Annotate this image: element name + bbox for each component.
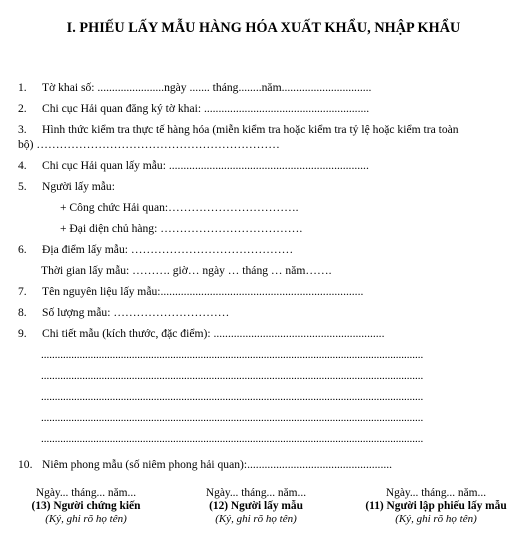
- signature-date: Ngày... tháng... năm...: [35, 487, 137, 499]
- form-title: I. PHIẾU LẤY MẪU HÀNG HÓA XUẤT KHẨU, NHẬP KHẨU: [66, 20, 461, 36]
- detail-line: ...........................................................................................................................................: [41, 370, 424, 382]
- item-text: Địa điểm lấy mẫu: ……………………………………: [42, 243, 294, 256]
- detail-line: ...........................................................................................................................................: [41, 349, 424, 361]
- item-3-continuation: bộ) ………………………………………………………: [18, 138, 280, 151]
- item-text: Chi cục Hải quan lấy mẫu: .....................................................................: [42, 159, 369, 172]
- signature-preparer: [348, 487, 524, 526]
- item-text: Chi cục Hải quan đăng ký tờ khai: .........................................................: [42, 102, 370, 115]
- signature-note: (Ký, ghi rõ họ tên): [395, 513, 477, 526]
- item-number: 9.: [18, 327, 27, 340]
- signature-note: (Ký, ghi rõ họ tên): [45, 513, 127, 526]
- signature-role: (12) Người lấy mẫu: [209, 500, 303, 513]
- item-3: [18, 123, 459, 136]
- detail-line: ...........................................................................................................................................: [41, 433, 424, 445]
- item-text: Số lượng mẫu: …………………………: [42, 306, 230, 319]
- item-5a: + Công chức Hải quan:…………………………….: [60, 201, 299, 214]
- item-8: [18, 306, 229, 319]
- item-number: 3.: [18, 123, 27, 136]
- item-10: [18, 458, 392, 471]
- item-5b: + Đại diện chủ hàng: ……………………………….: [60, 222, 303, 235]
- item-number: 8.: [18, 306, 27, 319]
- item-number: 6.: [18, 243, 27, 256]
- item-number: 1.: [18, 81, 27, 94]
- item-6: [18, 243, 293, 256]
- signature-date: Ngày... tháng... năm...: [205, 487, 307, 499]
- detail-line: ...........................................................................................................................................: [41, 412, 424, 424]
- signature-date: Ngày... tháng... năm...: [385, 487, 487, 499]
- signature-role: (13) Người chứng kiến: [31, 500, 141, 513]
- item-text: Tên nguyên liệu lấy mẫu:......................................................................: [42, 285, 364, 298]
- item-4: [18, 159, 369, 172]
- item-7: [18, 285, 363, 298]
- detail-line: ...........................................................................................................................................: [41, 391, 424, 403]
- item-text: Hình thức kiểm tra thực tế hàng hóa (miễn kiểm tra hoặc kiểm tra tỷ lệ hoặc kiểm tra toàn: [42, 123, 459, 136]
- item-number: 10.: [18, 458, 33, 471]
- item-text: Người lấy mẫu:: [42, 180, 115, 193]
- item-number: 2.: [18, 102, 27, 115]
- signature-sampler: [176, 487, 336, 526]
- item-text: Niêm phong mẫu (số niêm phong hải quan):..................................................: [42, 458, 393, 471]
- item-number: 4.: [18, 159, 27, 172]
- item-number: 7.: [18, 285, 27, 298]
- item-2: [18, 102, 369, 115]
- item-text: Chi tiết mẫu (kích thước, đặc điểm): ...........................................................: [42, 327, 385, 340]
- signature-role: (11) Người lập phiếu lấy mẫu: [365, 500, 507, 513]
- item-9: [18, 327, 384, 340]
- item-6-time: Thời gian lấy mẫu: ………. giờ… ngày … tháng … năm…….: [41, 264, 332, 277]
- signature-note: (Ký, ghi rõ họ tên): [215, 513, 297, 526]
- item-number: 5.: [18, 180, 27, 193]
- item-text: Tờ khai số: .......................ngày ....... tháng........năm...............................: [42, 81, 372, 94]
- item-1: [18, 81, 371, 94]
- signature-witness: [6, 487, 166, 526]
- item-5: [18, 180, 115, 193]
